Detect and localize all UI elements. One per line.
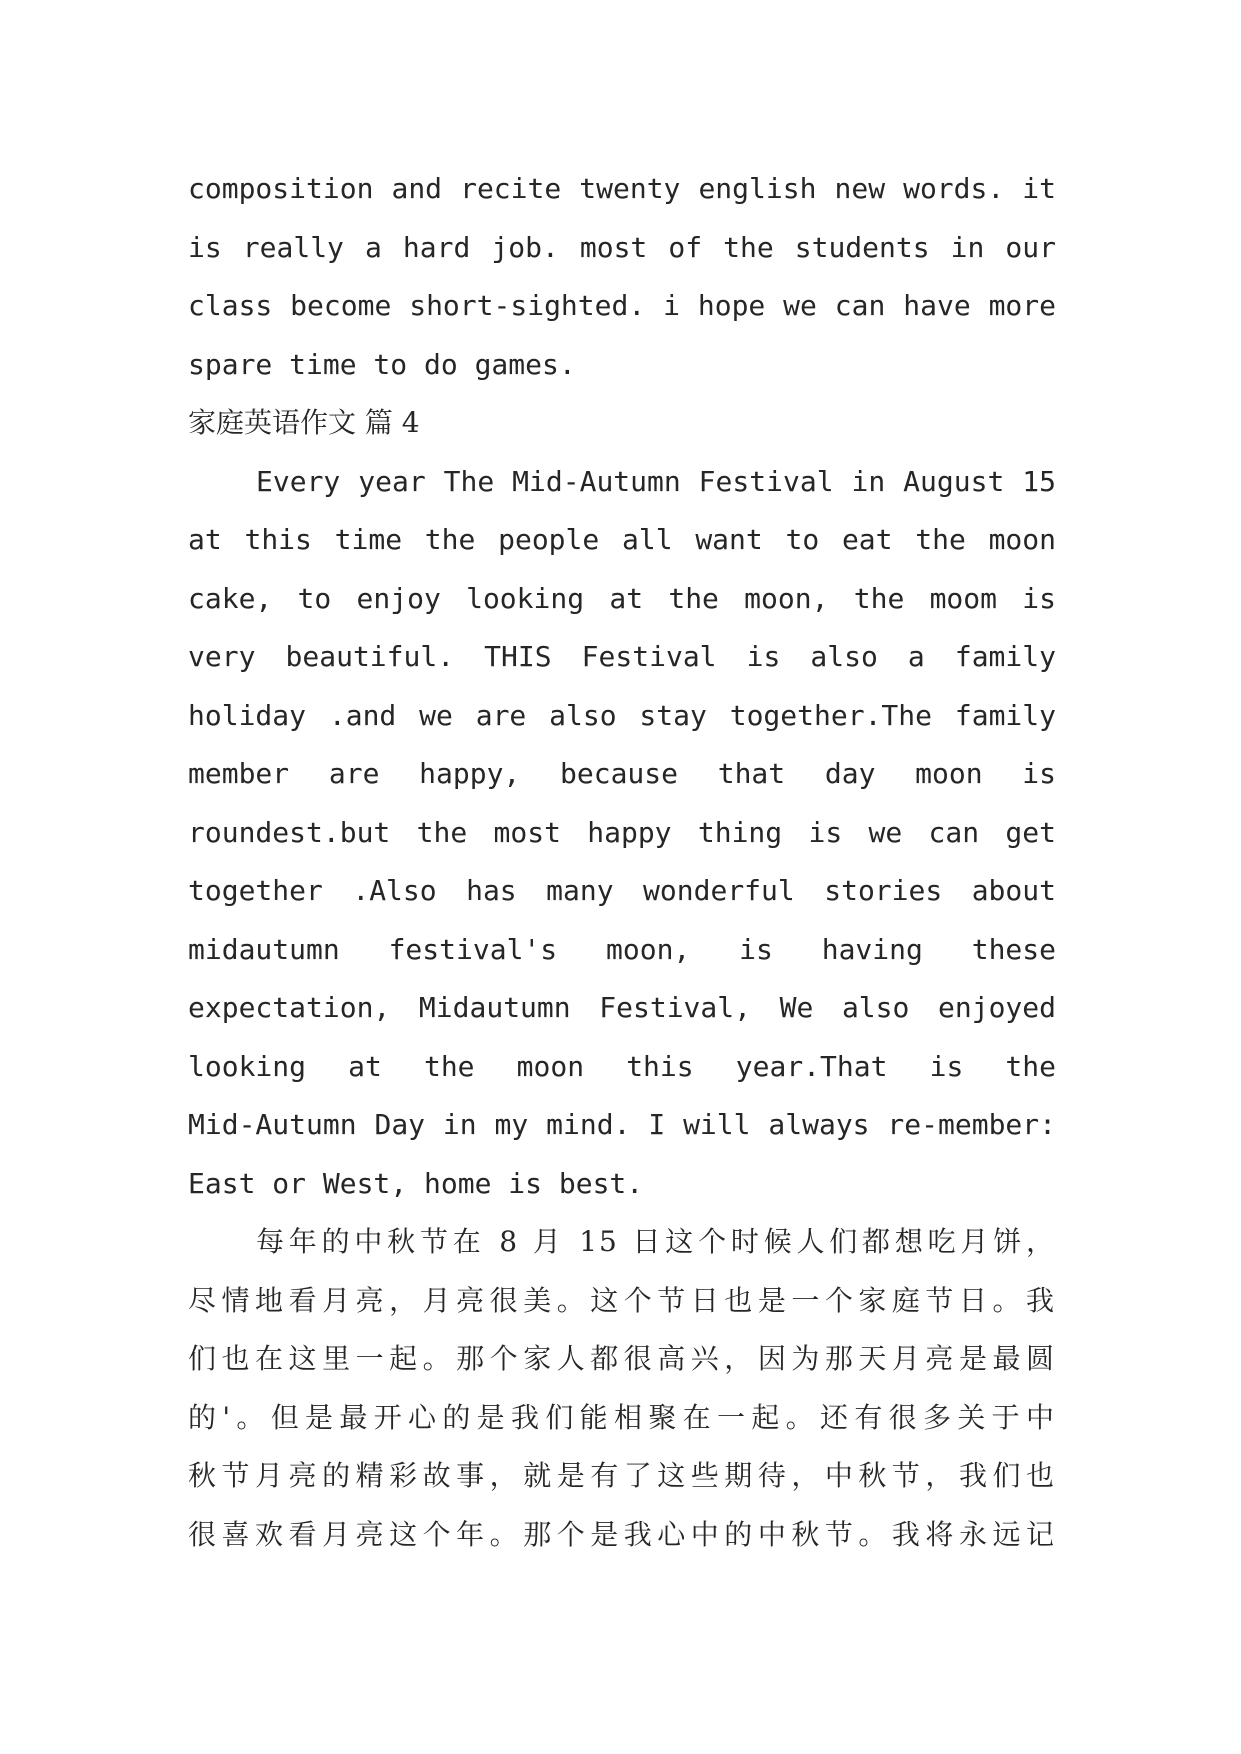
paragraph-line: midautumn festival's moon, is having these (188, 932, 1056, 966)
paragraph-line: expectation, Midautumn Festival, We also enjoyed (188, 991, 1056, 1024)
paragraph-line: East or West, home is best. (188, 1166, 644, 1200)
paragraph-line: class become short-sighted. i hope we can have more (188, 289, 1056, 322)
paragraph-line: is really a hard job. most of the students in our (188, 230, 1056, 264)
paragraph-line: together .Also has many wonderful stories about (188, 874, 1056, 907)
paragraph-line: Mid-Autumn Day in my mind. I will always re-member: (188, 1108, 1056, 1141)
paragraph-line: 们也在这里一起。那个家人都很高兴，因为那天月亮是最圆 (188, 1342, 1056, 1375)
intro-paragraph (188, 160, 1056, 394)
paragraph-line: 尽情地看月亮，月亮很美。这个节日也是一个家庭节日。我 (188, 1283, 1056, 1317)
document-body (188, 160, 1056, 1564)
paragraph-line: 很喜欢看月亮这个年。那个是我心中的中秋节。我将永远记 (188, 1517, 1056, 1551)
paragraph-line: 秋节月亮的精彩故事，就是有了这些期待，中秋节，我们也 (188, 1459, 1056, 1492)
paragraph-line: roundest.but the most happy thing is we can get (188, 815, 1056, 849)
paragraph-line: composition and recite twenty english new words. it (188, 172, 1056, 205)
paragraph-line: holiday .and we are also stay together.The family (188, 698, 1056, 732)
section-heading: 家庭英语作文 篇 4 (188, 406, 420, 439)
paragraph-line: Every year The Mid-Autumn Festival in August 15 (256, 464, 1056, 498)
paragraph-line: member are happy, because that day moon is (188, 757, 1056, 790)
paragraph-line: very beautiful. THIS Festival is also a family (188, 640, 1056, 673)
paragraph-line: spare time to do games. (188, 347, 576, 381)
paragraph-line: looking at the moon this year.That is the (188, 1049, 1056, 1083)
chinese-paragraph (188, 1213, 1056, 1564)
paragraph-line: cake, to enjoy looking at the moon, the moom is (188, 581, 1056, 615)
english-paragraph (188, 453, 1056, 1214)
paragraph-line: 的'。但是最开心的是我们能相聚在一起。还有很多关于中 (188, 1400, 1056, 1434)
paragraph-line: 每年的中秋节在 8 月 15 日这个时候人们都想吃月饼， (256, 1225, 1056, 1258)
paragraph-line: at this time the people all want to eat the moon (188, 523, 1056, 556)
